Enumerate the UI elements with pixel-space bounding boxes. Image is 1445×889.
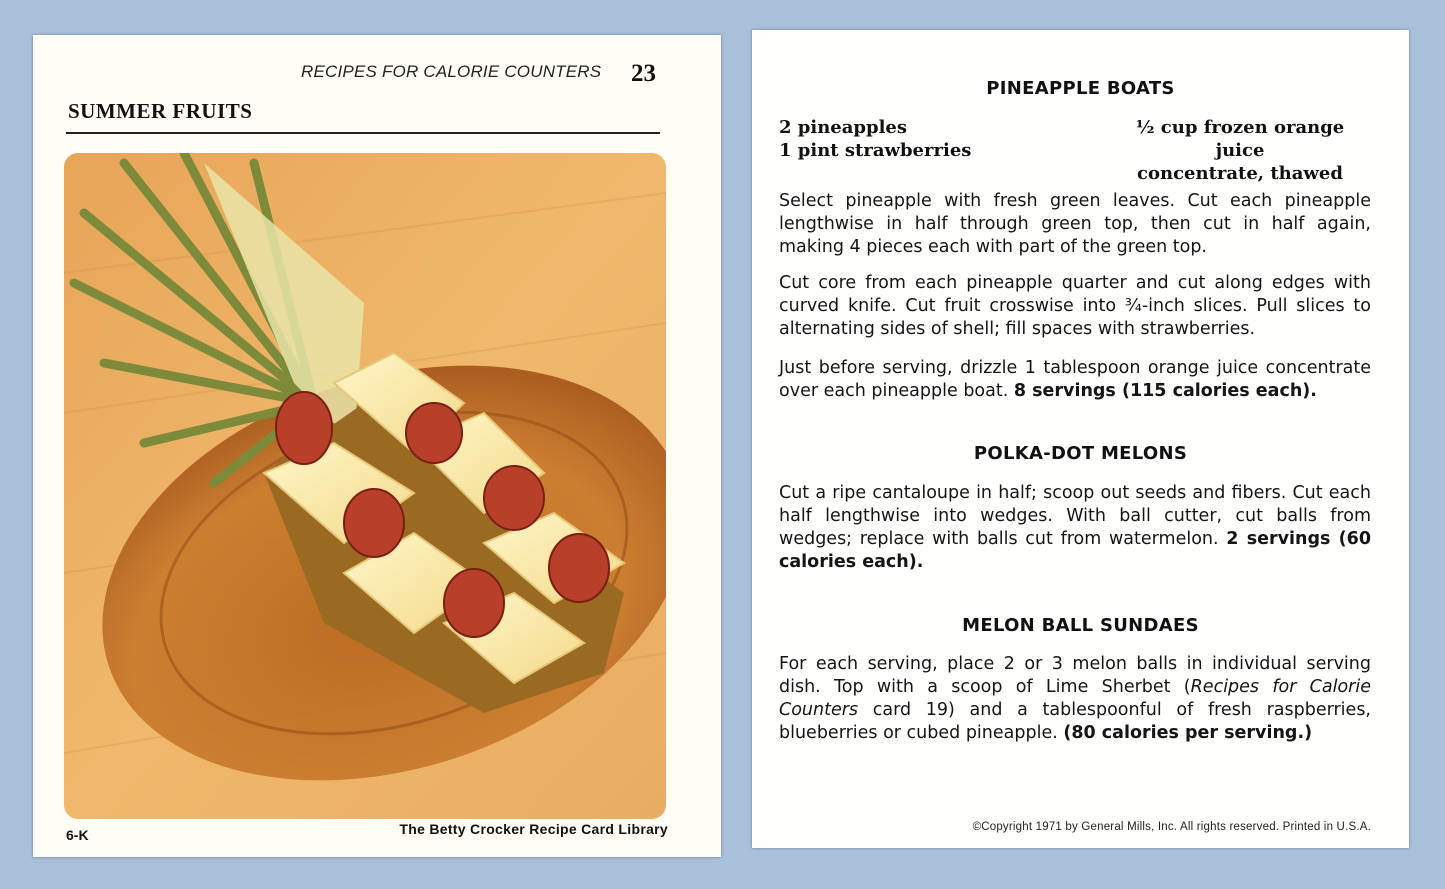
pineapple-boat-photo [64,153,666,819]
yield-text: 8 servings (115 calories each). [1013,381,1317,401]
ingredient: 1 pint strawberries [779,140,972,161]
ingredients-right [1110,116,1370,185]
card-number: 23 [631,60,656,87]
recipe-title-pineapple-boats: PINEAPPLE BOATS [986,78,1175,99]
ingredient: concentrate, thawed [1137,163,1343,184]
instruction-paragraph [779,653,1371,745]
ingredient: ½ cup frozen orange juice [1135,117,1345,161]
instruction-text: card 19) and a tablespoonful of fresh raspberries, blueberries or cubed pineapple. [779,700,1371,743]
back-recipe-card [752,30,1409,848]
front-recipe-card [33,35,721,857]
library-name: The Betty Crocker Recipe Card Library [399,821,668,837]
series-title: RECIPES FOR CALORIE COUNTERS [301,62,602,81]
card-reference: Recipes for Calorie Counters [779,677,1371,720]
instruction-paragraph [779,357,1371,403]
title-rule [66,132,660,134]
recipe-title-polka-dot-melons: POLKA-DOT MELONS [973,443,1188,464]
instruction-text: Just before serving, drizzle 1 tablespoon orange juice concentrate over each pineapple boat. [779,358,1371,401]
instruction-paragraph: Select pineapple with fresh green leaves. Cut each pineapple lengthwise in half through green top, then cut in half again, making 4 pieces each with part of the green top. [779,191,1371,257]
ingredients-left [779,116,971,162]
copyright-notice: ©Copyright 1971 by General Mills, Inc. All rights reserved. Printed in U.S.A. [972,821,1371,833]
instruction-text: For each serving, place 2 or 3 melon balls in individual serving dish. Top with a scoop of Lime Sherbet ( [779,654,1371,697]
recipe-title-melon-ball-sundaes: MELON BALL SUNDAES [962,615,1199,636]
ingredient: 2 pineapples [779,117,908,138]
instruction-paragraph: Cut core from each pineapple quarter and cut along edges with curved knife. Cut fruit crosswise into ¾-inch slices. Pull slices to alternating sides of shell; fill spaces with strawberries. [779,273,1371,339]
card-code: 6-K [66,827,89,843]
yield-text: 2 servings (60 calories each). [779,529,1371,572]
instruction-paragraph [779,482,1371,574]
card-title: SUMMER FRUITS [68,99,253,123]
yield-text: (80 calories per serving.) [1063,723,1313,743]
instruction-text: Cut a ripe cantaloupe in half; scoop out seeds and fibers. Cut each half lengthwise into wedges. With ball cutter, cut balls from wedges; replace with balls cut from watermelon. [779,483,1371,549]
